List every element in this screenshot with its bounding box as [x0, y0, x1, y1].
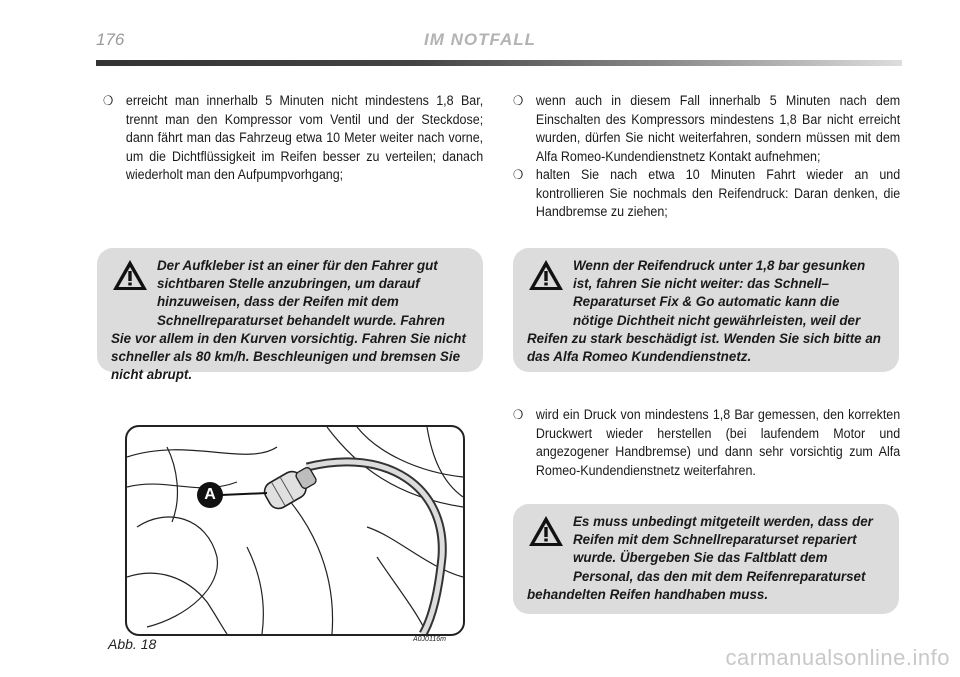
bullet-item [513, 92, 900, 166]
figure-caption: Abb. 18 [108, 636, 157, 652]
watermark: carmanualsonline.info [725, 645, 950, 670]
warning-text: Wenn der Reifendruck unter 1,8 bar gesunken ist, fahren Sie nicht weiter: das Schnell– Reparaturset Fix & Go automatic kann die nötige Dichtheit nicht gewährleisten, weil der Reifen zu stark beschädigt ist. Wenden Sie sich bitte an das Alfa Romeo Kundendienstnetz. [527, 258, 881, 365]
image-code: A0J0116m [413, 636, 446, 643]
warning-text: Der Aufkleber ist an einer für den Fahrer gut sichtbaren Stelle anzubringen, um darauf hinzuweisen, dass der Reifen mit dem Schnellreparaturset behandelt wurde. Fahren Sie vor allem in den Kurven vorsichtig. Fahren Sie nicht schneller als 80 km/h. Beschleunigen und bremsen Sie nicht abrupt. [111, 258, 466, 383]
bullet-mark: ❍ [103, 93, 114, 108]
bullet-text: wenn auch in diesem Fall innerhalb 5 Minuten nach dem Einschalten des Kompressors mindestens 1,8 Bar nicht erreicht wurden, dürfen Sie nicht weiterfahren, sondern müssen mit dem Alfa Romeo-Kundendienstnetz Kontakt aufnehmen; [535, 93, 901, 165]
bullet-mark: ❍ [513, 93, 524, 108]
chapter-title: IM NOTFALL [424, 30, 536, 49]
tire-valve-illustration [127, 427, 463, 634]
warning-box [97, 248, 483, 383]
header-rule [96, 60, 902, 66]
callout-label-a: A [197, 482, 223, 508]
bullet-text: erreicht man innerhalb 5 Minuten nicht mindestens 1,8 Bar, trennt man den Kompressor vom Ventil und der Steckdose; dann fährt man das Fahrzeug etwa 10 Meter weiter nach vorne, um die Dichtflüssigkeit im Reifen besser zu verteilen; danach wiederholt man den Aufpumpvorhgang; [125, 93, 484, 184]
figure-illustration [125, 425, 465, 636]
bullet-item [513, 166, 900, 222]
bullet-text: halten Sie nach etwa 10 Minuten Fahrt wieder an und kontrollieren Sie nochmals den Reifendruck: Daran denken, die Handbremse zu ziehen; [535, 167, 901, 221]
bullet-text: wird ein Druck von mindestens 1,8 Bar gemessen, den korrekten Druckwert wieder herstellen (bei laufendem Motor und angezogener Handbremse) und dann sehr vorsichtig zum Alfa Romeo-Kundendienstnetz weiterfahren. [535, 407, 901, 479]
page-number: 176 [96, 30, 125, 49]
bullet-mark: ❍ [513, 167, 524, 182]
warning-box [513, 248, 899, 372]
warning-box [513, 504, 899, 614]
bullet-item [103, 92, 483, 185]
bullet-item [513, 406, 900, 480]
bullet-mark: ❍ [513, 407, 524, 422]
warning-text: Es muss unbedingt mitgeteilt werden, dass der Reifen mit dem Schnellreparaturset repariert wurde. Übergeben Sie das Faltblatt dem Personal, das den mit dem Reifenreparaturset behandelten Reifen handhaben muss. [527, 514, 873, 602]
